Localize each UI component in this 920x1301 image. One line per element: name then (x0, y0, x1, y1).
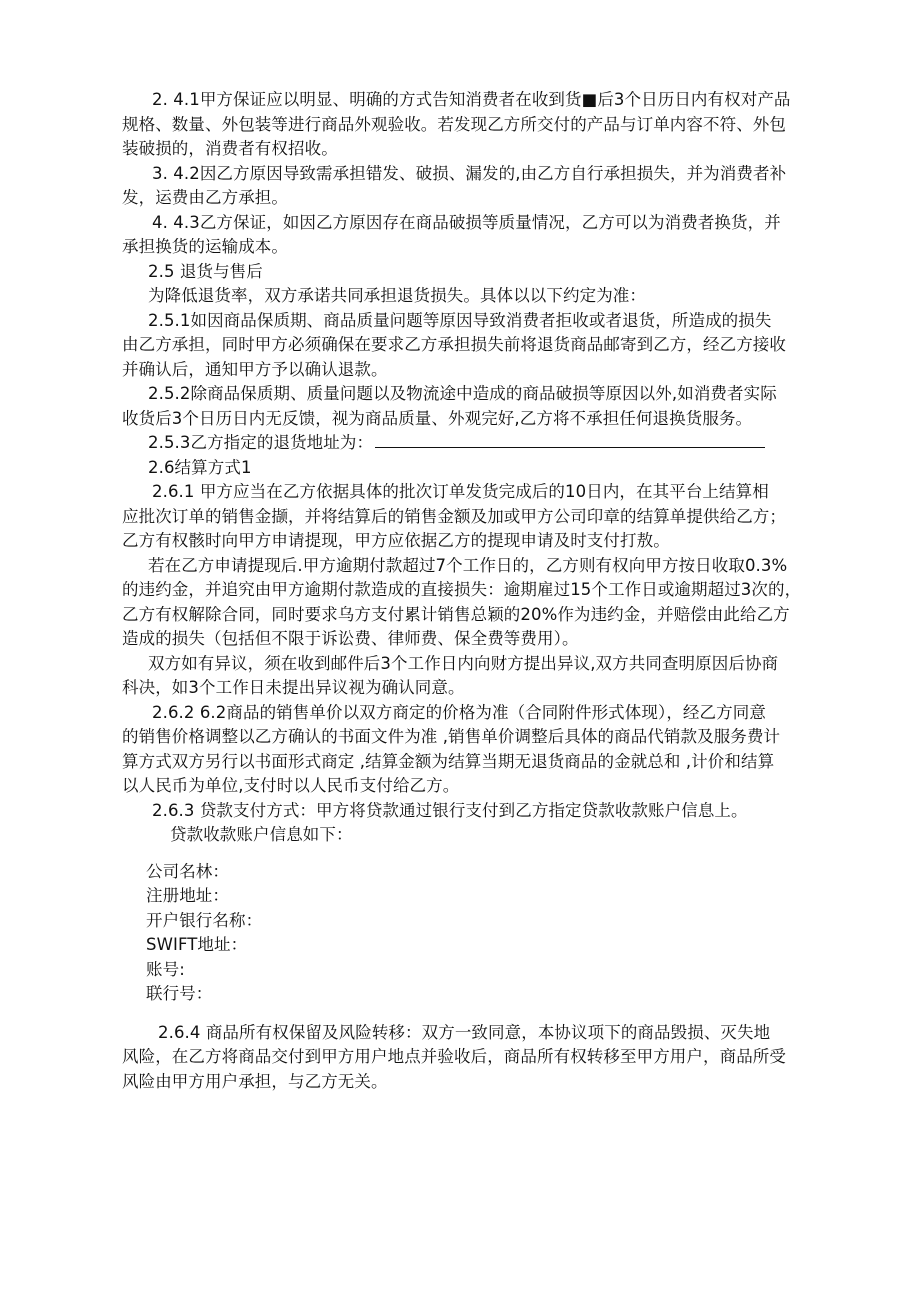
late-payment-line-4: 造成的损失（包括但不限于诉讼费、律师费、保全费等费用）。 (122, 629, 579, 648)
clause-2-6-1-line-2: 应批次订单的销售金撷，并将结算后的销售金额及加或甲方公司印章的结算单提供给乙方； (122, 506, 786, 526)
late-payment-line-2: 的违约金，并追究由甲方逾期付款造成的直接损失：逾期雇过15个工作日或逾期超过3次的， (122, 580, 802, 599)
clause-4-3-line-1: 4. 4.3乙方保证，如因乙方原因存在商品破损等质量情况，乙方可以为消费者换货，并 (152, 212, 781, 232)
clause-2-6-4-line-3: 风险由甲方用户承担，与乙方无关。 (122, 1071, 388, 1091)
clause-4-3-line-2: 承担换货的运输成本。 (122, 237, 288, 256)
section-2-5-intro: 为降低退货率，双方承诺共同承担退货损失。具体以以下约定为准： (148, 286, 646, 305)
registered-address-field: 注册地址： (146, 886, 229, 905)
clause-2-4-1-line-1: 2. 4.1甲方保证应以明显、明确的方式告知消费者在收到货■后3个日历日内有权对产品 (152, 90, 791, 109)
account-info-intro: 贷款收款账户信息如下： (170, 825, 353, 844)
section-2-6-heading: 2.6结算方式1 (148, 457, 252, 477)
clause-2-6-2-line-3: 算方式双方另行以书面形式商定 ,结算金额为结算当期无退货商品的金就总和 ,计价和结算 (122, 751, 775, 771)
clause-2-5-3-return-address (122, 431, 800, 456)
late-payment-line-1: 若在乙方申请提现后.甲方逾期付款超过7个工作日的，乙方则有权向甲方按日收取0.3% (148, 555, 788, 575)
clause-2-6-3-line-1: 2.6.3 贷款支付方式：甲方将贷款通过银行支付到乙方指定贷款收款账户信息上。 (152, 800, 748, 820)
return-address-blank (375, 431, 765, 448)
clause-2-4-1-line-3: 装破损的，消费者有权招收。 (122, 139, 338, 158)
routing-number-field: 联行号： (146, 984, 213, 1003)
clause-2-5-1-line-3: 并确认后，通知甲方予以确认退款。 (122, 359, 388, 379)
swift-address-field: SWIFT地址： (146, 935, 248, 954)
clause-2-5-2-line-2: 收货后3个日历日内无反馈，视为商品质量、外观完好,乙方将不承担任何退换货服务。 (122, 408, 753, 428)
clause-2-6-4-line-2: 风险，在乙方将商品交付到甲方用户地点并验收后，商品所有权转移至甲方用户，商品所受 (122, 1047, 786, 1066)
clause-2-6-2-line-4: 以人民币为单位,支付时以人民币支付给乙方。 (122, 776, 460, 795)
section-2-5-heading: 2.5 退货与售后 (148, 261, 263, 281)
clause-4-2-line-1: 3. 4.2因乙方原因导致需承担错发、破损、漏发的,由乙方自行承担损失，并为消费者补 (152, 163, 787, 183)
bank-name-field: 开户银行名称： (146, 910, 263, 930)
clause-2-6-1-line-1: 2.6.1 甲方应当在乙方依据具体的批次订单发货完成后的10日内，在其平台上结算相 (152, 482, 769, 501)
clause-2-6-1-line-3: 乙方有权骸时向甲方申请提现，甲方应依据乙方的提现申请及时支付打敖。 (122, 531, 670, 550)
dispute-line-2: 科决，如3个工作日未提出异议视为确认同意。 (122, 678, 465, 697)
clause-4-2-line-2: 发，运费由乙方承担。 (122, 188, 288, 207)
dispute-line-1: 双方如有异议，须在收到邮件后3个工作日内向财方提出异议,双方共同查明原因后协商 (148, 653, 779, 673)
clause-2-6-2-line-2: 的销售价格调整以乙方确认的书面文件为准 ,销售单价调整后具体的商品代销款及服务费计 (122, 727, 781, 746)
clause-2-5-2-line-1: 2.5.2除商品保质期、质量问题以及物流途中造成的商品破损等原因以外,如消费者实际 (148, 384, 777, 403)
clause-2-6-4-line-1: 2.6.4 商品所有权保留及风险转移：双方一致同意，本协议项下的商品毁损、灭失地 (158, 1022, 771, 1042)
clause-2-6-2-line-1: 2.6.2 6.2商品的销售单价以双方商定的价格为准（合同附件形式体现），经乙方同意 (152, 702, 766, 722)
clause-2-6-4 (122, 1021, 800, 1095)
account-info-block (122, 860, 800, 1007)
clause-2-5-1-line-2: 由乙方承担，同时甲方必须确保在要求乙方承担损失前将退货商品邮寄到乙方，经乙方接收 (122, 335, 786, 354)
clause-2-4-1-line-2: 规格、数量、外包装等进行商品外观验收。若发现乙方所交付的产品与订单内容不符、外包 (122, 114, 786, 134)
clause-2-5-1-line-1: 2.5.1如因商品保质期、商品质量问题等原因导致消费者拒收或者退货，所造成的损失 (148, 310, 772, 330)
company-name-field: 公司名林： (146, 861, 229, 881)
account-number-field: 账号: (146, 959, 185, 979)
return-address-label: 2.5.3乙方指定的退货地址为： (148, 433, 374, 452)
late-payment-line-3: 乙方有权解除合同，同时要求乌方支付累计销售总颖的20%作为违约金，并赔偿由此给乙方 (122, 604, 790, 624)
